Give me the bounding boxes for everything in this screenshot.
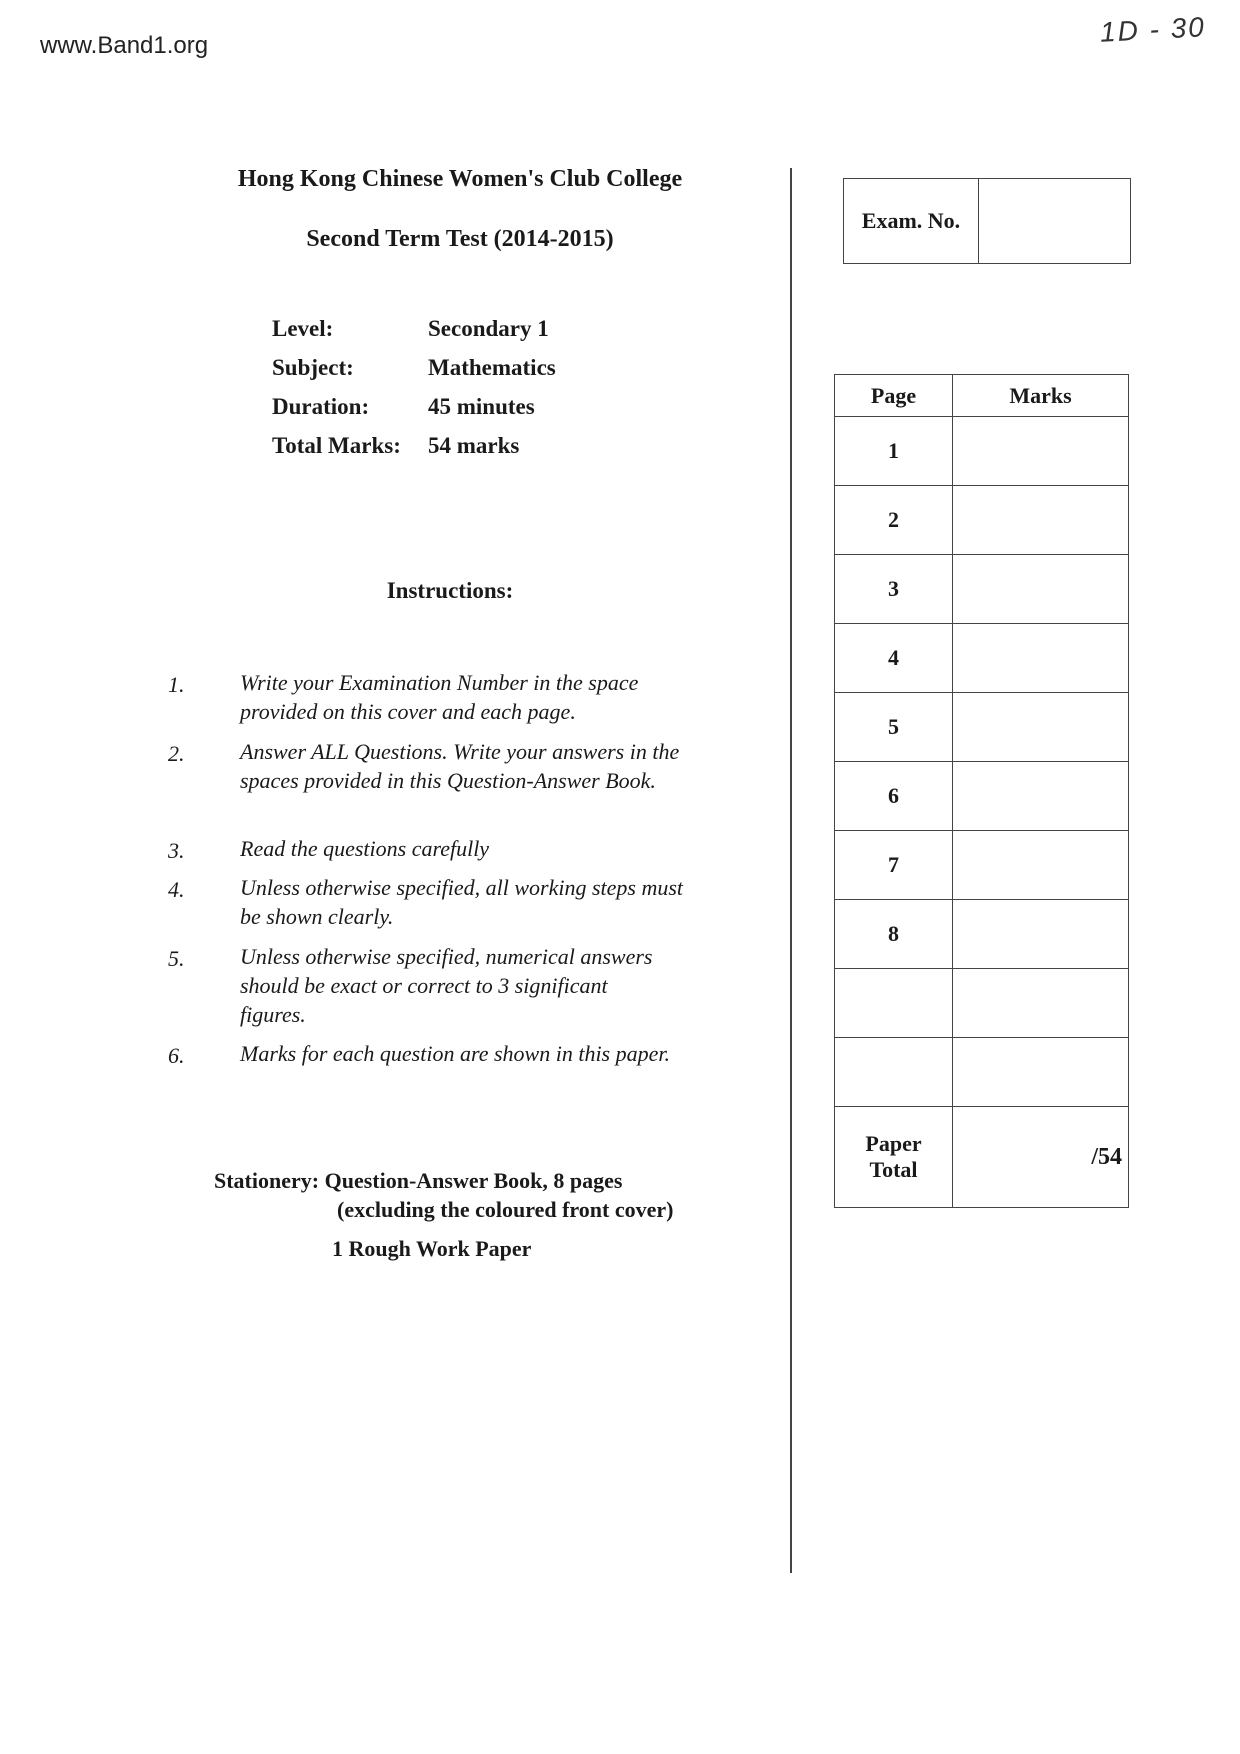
stationery-line-1: Stationery: Question-Answer Book, 8 pages xyxy=(214,1168,623,1193)
instruction-item xyxy=(160,942,720,1029)
marks-cell[interactable] xyxy=(953,486,1129,555)
info-value: 45 minutes xyxy=(428,394,535,419)
table-row xyxy=(835,555,1129,624)
instruction-item xyxy=(160,737,720,795)
instruction-item xyxy=(160,873,720,931)
instruction-text: Answer ALL Questions. Write your answers in the spaces provided in this Question-Answer Book. xyxy=(240,739,680,793)
page-cell: 1 xyxy=(835,417,953,486)
instruction-item xyxy=(160,1039,720,1068)
marks-cell[interactable] xyxy=(953,900,1129,969)
marks-cell[interactable] xyxy=(953,831,1129,900)
instruction-number: 2. xyxy=(168,741,185,766)
page-cell: 2 xyxy=(835,486,953,555)
instruction-number: 6. xyxy=(168,1043,185,1068)
column-header-page: Page xyxy=(835,375,953,417)
instruction-number: 5. xyxy=(168,946,185,971)
table-row xyxy=(835,693,1129,762)
exam-number-label: Exam. No. xyxy=(844,179,979,263)
page-cell: 5 xyxy=(835,693,953,762)
table-row xyxy=(835,762,1129,831)
info-key: Total Marks: xyxy=(272,433,401,458)
instruction-text: Unless otherwise specified, numerical answers should be exact or correct to 3 significant figures. xyxy=(240,944,653,1027)
paper-total-value[interactable]: /54 xyxy=(953,1107,1129,1208)
marks-cell[interactable] xyxy=(953,417,1129,486)
info-row-total-marks xyxy=(272,433,519,459)
instruction-number: 4. xyxy=(168,877,185,902)
table-row xyxy=(835,624,1129,693)
handwritten-note: 1D - 30 xyxy=(1099,11,1207,48)
marks-cell[interactable] xyxy=(953,762,1129,831)
info-row-level xyxy=(272,316,549,342)
info-key: Duration: xyxy=(272,394,370,419)
stationery-line-2: (excluding the coloured front cover) xyxy=(337,1197,674,1222)
table-row xyxy=(835,486,1129,555)
info-value: Mathematics xyxy=(428,355,556,380)
stationery-line-3: 1 Rough Work Paper xyxy=(332,1236,532,1261)
test-title: Second Term Test (2014-2015) xyxy=(306,226,614,252)
marks-table xyxy=(834,374,1129,1208)
instructions-heading: Instructions: xyxy=(386,578,514,603)
instruction-text: Read the questions carefully xyxy=(240,836,490,861)
page-cell: 7 xyxy=(835,831,953,900)
page-cell: 6 xyxy=(835,762,953,831)
vertical-divider xyxy=(790,168,792,1573)
page-cell xyxy=(835,1038,953,1107)
table-row xyxy=(835,417,1129,486)
marks-cell[interactable] xyxy=(953,624,1129,693)
page-cell: 4 xyxy=(835,624,953,693)
page-cell: 8 xyxy=(835,900,953,969)
column-header-marks: Marks xyxy=(953,375,1129,417)
info-value: Secondary 1 xyxy=(428,316,549,341)
paper-total-label-line-1: Paper xyxy=(865,1131,922,1156)
instruction-text: Marks for each question are shown in this paper. xyxy=(240,1041,670,1066)
instruction-text: Unless otherwise specified, all working steps must be shown clearly. xyxy=(240,875,684,929)
table-header-row xyxy=(835,375,1129,417)
page-cell: 3 xyxy=(835,555,953,624)
table-row xyxy=(835,1038,1129,1107)
instruction-number: 1. xyxy=(168,672,185,697)
page-cell xyxy=(835,969,953,1038)
instruction-number: 3. xyxy=(168,838,185,863)
instruction-text: Write your Examination Number in the space provided on this cover and each page. xyxy=(240,670,639,724)
marks-cell[interactable] xyxy=(953,969,1129,1038)
table-row xyxy=(835,831,1129,900)
marks-cell[interactable] xyxy=(953,555,1129,624)
marks-cell[interactable] xyxy=(953,1038,1129,1107)
exam-number-field[interactable] xyxy=(980,179,1130,263)
paper-total-label xyxy=(835,1107,953,1208)
paper-total-row xyxy=(835,1107,1129,1208)
table-row xyxy=(835,900,1129,969)
info-key: Level: xyxy=(272,316,334,341)
info-value: 54 marks xyxy=(428,433,520,458)
instruction-item xyxy=(160,668,720,726)
school-name: Hong Kong Chinese Women's Club College xyxy=(237,166,683,192)
instruction-item xyxy=(160,834,720,863)
marks-cell[interactable] xyxy=(953,693,1129,762)
exam-number-box xyxy=(843,178,1131,264)
watermark-url: www.Band1.org xyxy=(40,32,209,59)
info-key: Subject: xyxy=(272,355,354,380)
table-row xyxy=(835,969,1129,1038)
info-row-subject xyxy=(272,355,556,381)
paper-total-label-line-2: Total xyxy=(869,1157,918,1182)
info-row-duration xyxy=(272,394,535,420)
